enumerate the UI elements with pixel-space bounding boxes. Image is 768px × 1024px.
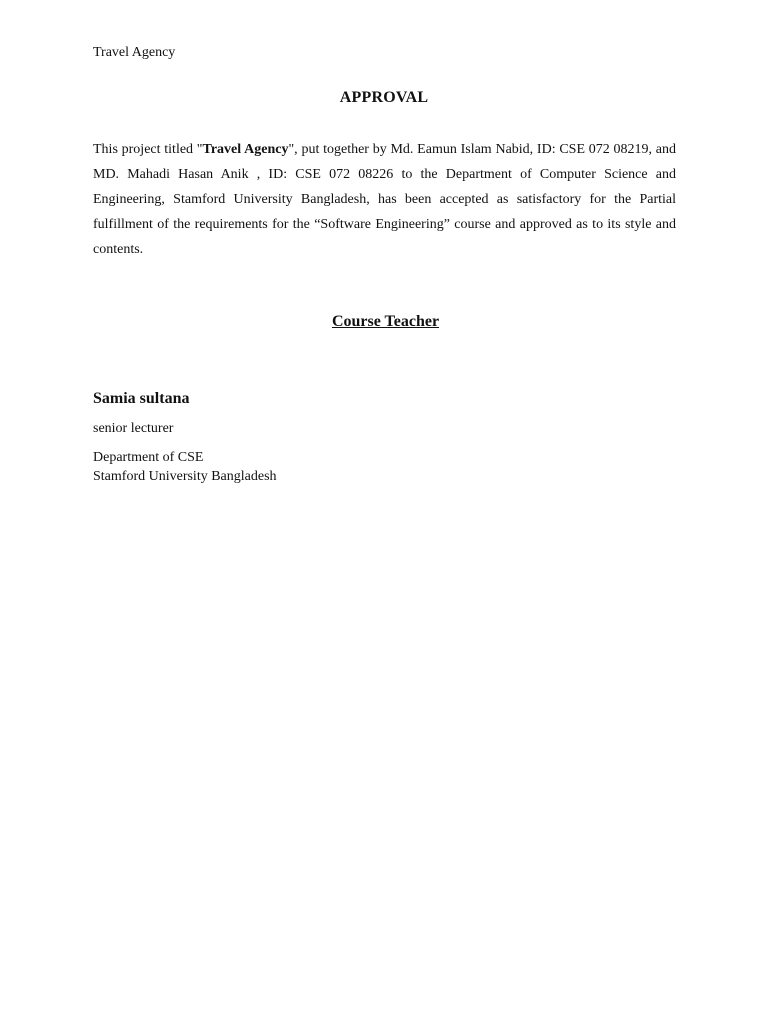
- project-name: Travel Agency: [202, 142, 289, 157]
- teacher-role: senior lecturer: [93, 421, 174, 436]
- paragraph-text-before: This project titled ": [93, 142, 203, 157]
- paragraph-text-after: ", put together by Md. Eamun Islam Nabid, ID: CSE 072 08219, and MD. Mahadi Hasan Anik , ID: CSE 072 08226 to the Department of Computer Science and Engineering, Stamford University Bangladesh, has been accepted as satisfactory for the Partial fulfillment of the requirements for the “Software Engineering” course and approved as to its style and contents.: [93, 142, 677, 257]
- approval-paragraph: [93, 137, 676, 262]
- running-header: Travel Agency: [93, 45, 176, 60]
- teacher-affiliation: [93, 448, 277, 486]
- teacher-university: Stamford University Bangladesh: [93, 469, 277, 484]
- teacher-department: Department of CSE: [93, 450, 204, 465]
- course-teacher-heading: Course Teacher: [331, 313, 440, 330]
- approval-title: APPROVAL: [339, 89, 429, 106]
- teacher-name: Samia sultana: [93, 390, 190, 407]
